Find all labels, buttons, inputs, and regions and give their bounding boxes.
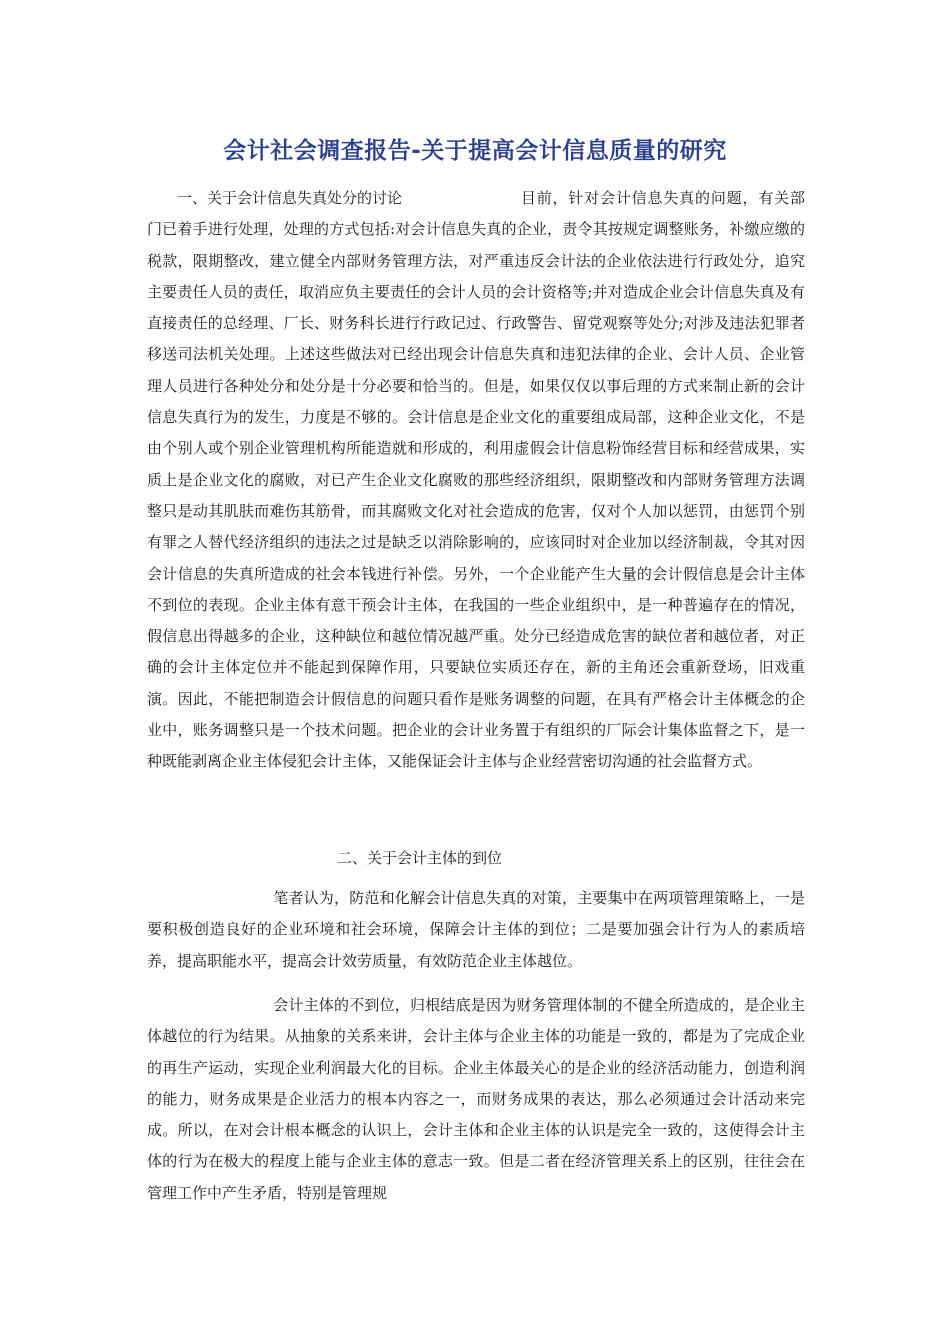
section2-heading: 二、关于会计主体的到位 xyxy=(337,849,503,867)
section2-paragraph-2 xyxy=(147,990,805,1209)
section1-heading: 一、关于会计信息失真处分的讨论 xyxy=(177,189,403,207)
paragraph-1: 目前，针对会计信息失真的问题，有关部门已着手进行处理，处理的方式包括:对会计信息失真的企业，责令其按规定调整账务，补缴应缴的税款，限期整改，建立健全内部财务管理方法，对严重违反会计法的企业依法进行行政处分，追究主要责任人员的责任，取消应负主要责任的会计人员的会计资格等;并对造成企业会计信息失真及有直接责任的总经理、厂长、财务科长进行行政记过、行政警告、留党观察等处分;对涉及违法犯罪者移送司法机关处理。上述这些做法对已经出现会计信息失真和违犯法律的企业、会计人员、企业管理人员进行各种处分和处分是十分必要和恰当的。但是，如果仅仅以事后理的方式来制止新的会计信息失真行为的发生，力度是不够的。会计信息是企业文化的重要组成局部，这种企业文化，不是由个别人或个别企业管理机构所能造就和形成的，利用虚假会计信息粉饰经营目标和经营成果，实质上是企业文化的腐败，对已产生企业文化腐败的那些经济组织，限期整改和内部财务管理方法调整只是动其肌肤而难伤其筋骨，而其腐败文化对社会造成的危害，仅对个人加以惩罚，由惩罚个别有罪之人替代经济组织的违法之过是缺乏以消除影响的，应该同时对企业加以经济制裁，令其对因会计信息的失真所造成的社会本钱进行补偿。另外，一个企业能产生大量的会计假信息是会计主体不到位的表现。企业主体有意干预会计主体，在我国的一些企业组织中，是一种普遍存在的情况，假信息出得越多的企业，这种缺位和越位情况越严重。处分已经造成危害的缺位者和越位者，对正确的会计主体定位并不能起到保障作用，只要缺位实质还存在，新的主角还会重新登场，旧戏重演。因此，不能把制造会计假信息的问题只看作是账务调整的问题，在具有严格会计主体概念的企业中，账务调整只是一个技术问题。把企业的会计业务置于有组织的厂际会计集体监督之下，是一种既能剥离企业主体侵犯会计主体，又能保证会计主体与企业经营密切沟通的社会监督方式。 xyxy=(147,189,805,771)
document-title: 会计社会调查报告-关于提高会计信息质量的研究 xyxy=(223,138,727,164)
paragraph-2: 笔者认为，防范和化解会计信息失真的对策，主要集中在两项管理策略上，一是要积极创造良好的企业环境和社会环境，保障会计主体的到位；二是要加强会计行为人的素质培养，提高职能水平，提高会计效劳质量，有效防范企业主体越位。 xyxy=(147,889,805,970)
paragraph-3: 会计主体的不到位，归根结底是因为财务管理体制的不健全所造成的，是企业主体越位的行为结果。从抽象的关系来讲，会计主体与企业主体的功能是一致的，都是为了完成企业的再生产运动，实现企业利润最大化的目标。企业主体最关心的是企业的经济活动能力，创造利润的能力，财务成果是企业活力的根本内容之一，而财务成果的表达，那么必须通过会计活动来完成。所以，在对会计根本概念的认识上，会计主体和企业主体的认识是完全一致的，这使得会计主体的行为在极大的程度上能与企业主体的意志一致。但是二者在经济管理关系上的区别，往往会在管理工作中产生矛盾，特别是管理规 xyxy=(147,996,805,1202)
section1-paragraph xyxy=(147,183,805,778)
section2-paragraph-1 xyxy=(147,883,805,977)
